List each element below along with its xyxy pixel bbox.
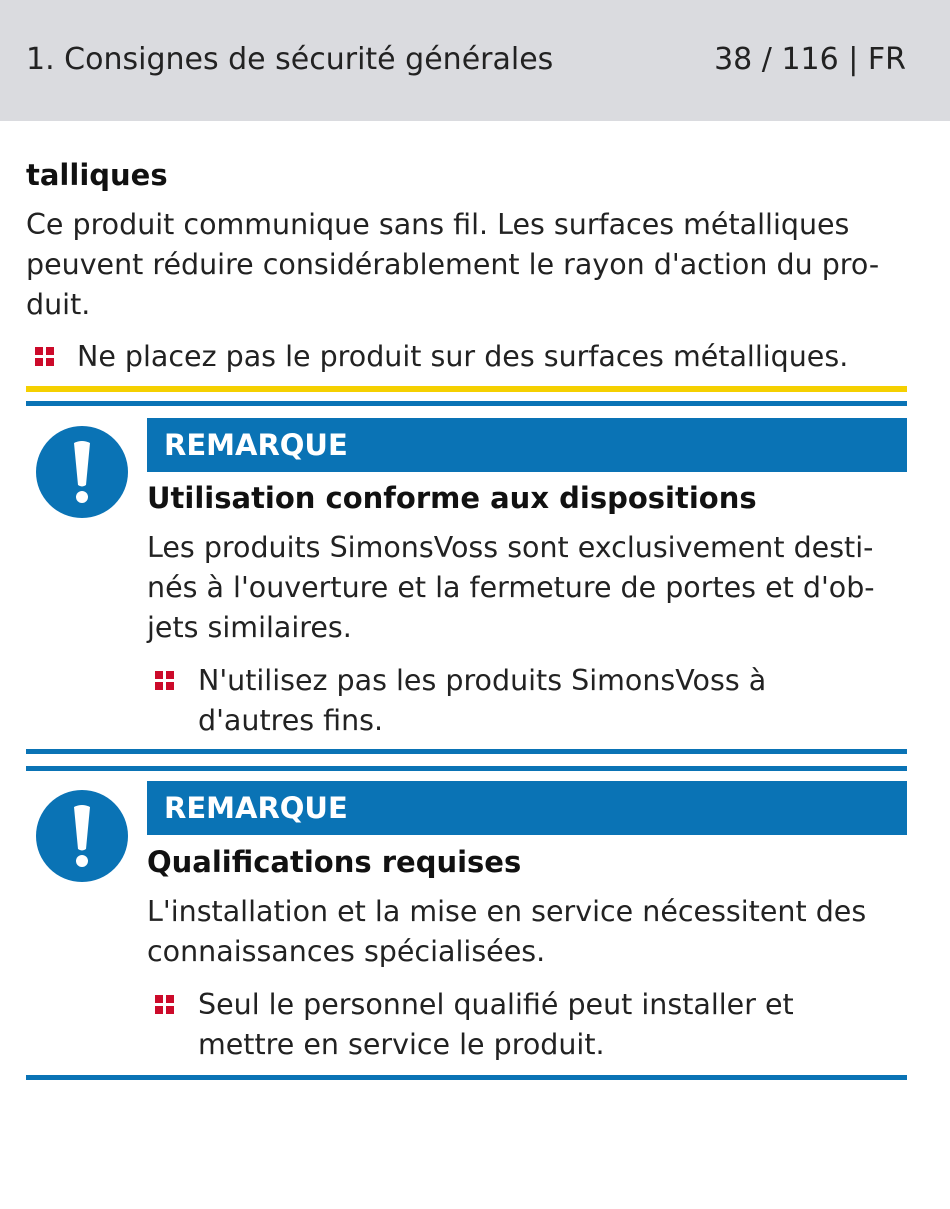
notice-bottom-rule xyxy=(26,749,907,754)
notice-top-rule xyxy=(26,401,907,406)
notice-line: nés à l'ouverture et la fermeture de portes et d'ob- xyxy=(147,571,875,604)
intro-line: peuvent réduire considérablement le rayon d'action du pro- xyxy=(26,248,880,281)
notice-bullet-line: Seul le personnel qualifié peut installer et xyxy=(198,988,794,1021)
intro-heading: talliques xyxy=(26,158,168,192)
notice-bullet xyxy=(155,985,794,1065)
notice-title: Utilisation conforme aux dispositions xyxy=(147,481,757,515)
notice-line: connaissances spécialisées. xyxy=(147,935,546,968)
notice-bottom-rule xyxy=(26,1075,907,1080)
page-number: 38 / 116 | FR xyxy=(714,42,906,77)
notice-line: L'installation et la mise en service nécessitent des xyxy=(147,895,867,928)
bullet-icon xyxy=(155,671,174,690)
warning-divider xyxy=(26,386,907,392)
notice-label-bar: REMARQUE xyxy=(147,418,907,472)
bullet-icon xyxy=(155,995,174,1014)
notice-body xyxy=(147,478,907,648)
notice-bullet-line: mettre en service le produit. xyxy=(198,1028,605,1061)
intro-bullet xyxy=(35,337,848,377)
section-title: 1. Consignes de sécurité générales xyxy=(26,42,554,77)
notice-title: Qualifications requises xyxy=(147,845,522,879)
notice-top-rule xyxy=(26,766,907,771)
exclamation-icon xyxy=(35,789,129,883)
notice-bullet-line: d'autres fins. xyxy=(198,704,384,737)
notice-bullet-line: N'utilisez pas les produits SimonsVoss à xyxy=(198,664,767,697)
notice-line: Les produits SimonsVoss sont exclusivement desti- xyxy=(147,531,874,564)
notice-label-bar: REMARQUE xyxy=(147,781,907,835)
intro-bullet-text: Ne placez pas le produit sur des surfaces métalliques. xyxy=(77,340,849,373)
intro-line: Ce produit communique sans fil. Les surfaces métalliques xyxy=(26,208,850,241)
page-header xyxy=(0,0,950,121)
bullet-icon xyxy=(35,347,54,366)
exclamation-icon xyxy=(35,425,129,519)
notice-line: jets similaires. xyxy=(147,611,352,644)
intro-line: duit. xyxy=(26,288,91,321)
notice-bullet xyxy=(155,661,766,741)
notice-body xyxy=(147,842,907,972)
intro-section xyxy=(26,155,906,325)
